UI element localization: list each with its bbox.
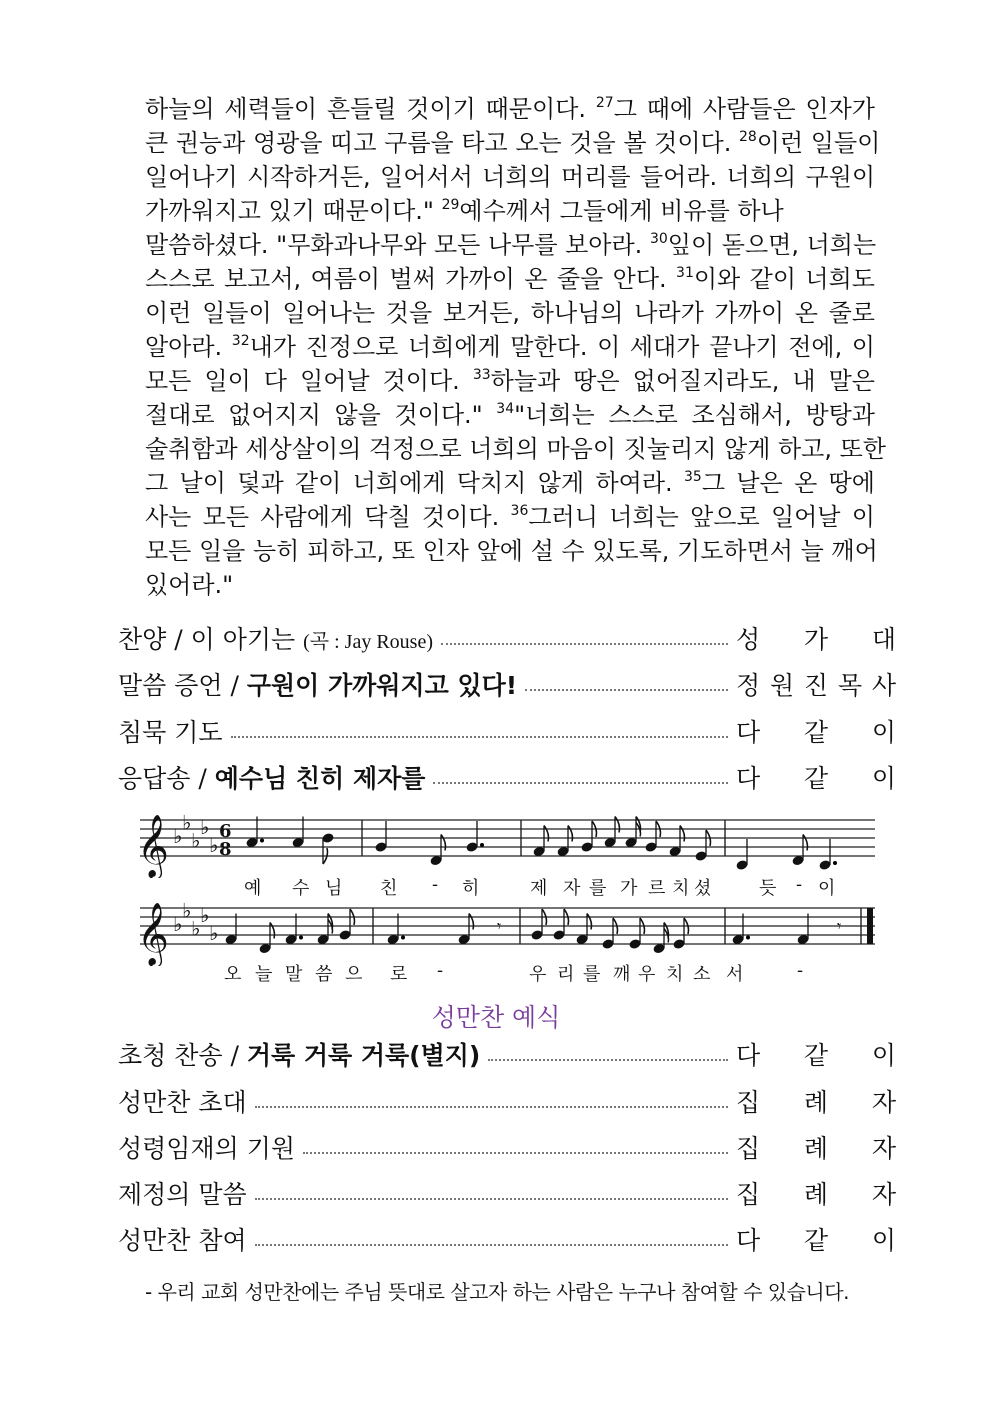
note-dot bbox=[299, 936, 303, 940]
lyric-syllable: 셨 bbox=[694, 878, 712, 899]
scripture-line bbox=[145, 534, 878, 568]
flat-icon: ♭ bbox=[173, 824, 183, 848]
leader-char: 진 bbox=[803, 671, 829, 700]
order-item bbox=[118, 664, 896, 704]
dot-leader bbox=[525, 689, 728, 691]
time-signature-top: 6 bbox=[219, 821, 232, 843]
lyric-syllable: 듯 bbox=[759, 878, 777, 899]
order-item-name: 찬양 / 이 아기는 bbox=[118, 625, 304, 654]
scripture-text: 그 때에 사람들은 인자가 bbox=[613, 95, 875, 123]
order-item bbox=[118, 1127, 896, 1167]
scripture-line bbox=[145, 568, 875, 602]
verse-number: 36 bbox=[510, 503, 529, 519]
scripture-text: 예수께서 그들에게 비유를 하나 bbox=[459, 197, 784, 225]
eighth-rest-icon: 𝄾 bbox=[497, 916, 502, 936]
dot-leader bbox=[231, 736, 728, 738]
leader-char: 집 bbox=[736, 1088, 761, 1117]
order-item-leader bbox=[736, 1175, 896, 1211]
order-item-label bbox=[118, 1036, 480, 1072]
lyric-syllable: - bbox=[432, 874, 439, 895]
note-flag bbox=[803, 835, 808, 851]
lyric-syllable: 우 bbox=[638, 964, 656, 985]
lyric-syllable: 를 bbox=[589, 878, 607, 899]
flat-icon: ♭ bbox=[200, 903, 210, 927]
order-item-leader bbox=[736, 759, 896, 795]
verse-number: 33 bbox=[472, 367, 491, 383]
order-item-leader bbox=[736, 620, 896, 656]
note-dot bbox=[260, 839, 264, 843]
order-item-name: 초청 찬송 / bbox=[118, 1041, 247, 1070]
order-item-label bbox=[118, 713, 223, 749]
order-item-title: 거룩 거룩 거룩(별지) bbox=[246, 1041, 481, 1070]
lyric-syllable: 로 bbox=[390, 964, 408, 985]
lyric-syllable: 서 bbox=[726, 964, 744, 985]
eighth-rest-icon: 𝄾 bbox=[837, 916, 842, 936]
leader-char: 다 bbox=[736, 764, 761, 793]
order-item-leader bbox=[736, 666, 896, 702]
leader-char: 같 bbox=[803, 1226, 829, 1255]
scripture-line bbox=[145, 432, 886, 466]
order-item bbox=[118, 1081, 896, 1121]
order-item bbox=[118, 757, 896, 797]
order-item bbox=[118, 1173, 896, 1213]
leader-char: 사 bbox=[871, 671, 896, 700]
lyric-syllable: 치 bbox=[672, 878, 690, 899]
verse-number: 30 bbox=[649, 231, 668, 247]
lyric-syllable: - bbox=[797, 960, 804, 981]
scripture-text: 사는 모든 사람에게 닥칠 것이다. bbox=[145, 503, 511, 531]
order-item-label bbox=[118, 759, 425, 795]
scripture-line bbox=[145, 296, 875, 330]
leader-char: 같 bbox=[803, 1041, 829, 1070]
scripture-text: 모든 일을 능히 피하고, 또 인자 앞에 설 수 있도록, 기도하면서 늘 깨어 bbox=[145, 537, 878, 565]
order-item-name: 침묵 기도 bbox=[118, 718, 223, 747]
order-item-leader bbox=[736, 1221, 896, 1257]
scripture-text: 가까워지고 있기 때문이다." bbox=[145, 197, 442, 225]
order-item-leader bbox=[736, 1036, 896, 1072]
note-flag bbox=[680, 826, 685, 842]
scripture-text: 술취함과 세상살이의 걱정으로 너희의 마음이 짓눌리지 않게 하고, 또한 bbox=[145, 435, 886, 463]
dot-leader bbox=[303, 1152, 728, 1154]
leader-char: 이 bbox=[871, 1226, 896, 1255]
verse-number: 34 bbox=[496, 401, 515, 417]
lyric-syllable: 자 bbox=[563, 878, 581, 899]
scripture-text: 말씀하셨다. "무화과나무와 모든 나무를 보아라. bbox=[145, 231, 650, 259]
scripture-text: 모든 일이 다 일어날 것이다. bbox=[145, 367, 473, 395]
leader-char: 다 bbox=[736, 1041, 761, 1070]
note-flag bbox=[270, 923, 275, 939]
leader-char: 례 bbox=[803, 1180, 829, 1209]
lyric-syllable: 가 bbox=[620, 878, 638, 899]
leader-char: 정 bbox=[736, 671, 761, 700]
order-item-name: 성령임재의 기원 bbox=[118, 1134, 295, 1163]
note-flag bbox=[587, 914, 592, 930]
lyric-syllable: 오 bbox=[224, 964, 242, 985]
verse-number: 28 bbox=[738, 129, 757, 145]
dot-leader bbox=[255, 1244, 728, 1246]
lyric-syllable: 예 bbox=[244, 878, 262, 899]
order-item-label bbox=[118, 620, 433, 656]
hymn-lyrics-line-2 bbox=[0, 960, 992, 986]
lyric-syllable: 치 bbox=[666, 964, 684, 985]
note-flag bbox=[568, 826, 573, 842]
scripture-text: 있어라." bbox=[145, 571, 234, 599]
scripture-text: 스스로 보고서, 여름이 벌써 가까이 온 줄을 안다. bbox=[145, 265, 677, 293]
lyric-syllable: 씀 bbox=[315, 964, 333, 985]
leader-char: 이 bbox=[871, 718, 896, 747]
leader-char: 다 bbox=[736, 718, 761, 747]
dot-leader bbox=[255, 1106, 728, 1108]
flat-icon: ♭ bbox=[182, 810, 192, 835]
scripture-text: 큰 권능과 영광을 띠고 구름을 타고 오는 것을 볼 것이다. bbox=[145, 129, 739, 157]
order-item-name: 제정의 말씀 bbox=[118, 1180, 247, 1209]
leader-char: 자 bbox=[871, 1134, 896, 1163]
scripture-text: 절대로 없어지지 않을 것이다." bbox=[145, 401, 497, 429]
lyric-syllable: 제 bbox=[530, 878, 548, 899]
scripture-line bbox=[145, 398, 875, 432]
lyric-syllable: 르 bbox=[648, 878, 666, 899]
leader-char: 대 bbox=[871, 625, 896, 654]
note-flag bbox=[544, 826, 549, 842]
note-flag bbox=[469, 914, 474, 930]
dot-leader bbox=[433, 782, 728, 784]
flat-icon: ♭ bbox=[209, 921, 219, 945]
lyric-syllable: 히 bbox=[462, 878, 480, 899]
leader-char: 성 bbox=[736, 625, 761, 654]
note-dot bbox=[401, 936, 405, 940]
note-flag bbox=[441, 835, 446, 851]
leader-char: 다 bbox=[736, 1226, 761, 1255]
flat-icon: ♭ bbox=[209, 833, 219, 857]
flat-icon: ♭ bbox=[200, 815, 210, 839]
leader-char: 원 bbox=[769, 671, 795, 700]
lyric-syllable: 소 bbox=[693, 964, 711, 985]
lyric-syllable: 늘 bbox=[255, 964, 273, 985]
scripture-line bbox=[145, 228, 875, 262]
order-item-name: 성만찬 초대 bbox=[118, 1088, 247, 1117]
order-item-composer: (곡 : Jay Rouse) bbox=[303, 631, 433, 653]
flat-icon: ♭ bbox=[182, 898, 192, 923]
scripture-text: 일어나기 시작하거든, 일어서서 너희의 머리를 들어라. 너희의 구원이 bbox=[145, 163, 875, 191]
scripture-text: 하늘과 땅은 없어질지라도, 내 말은 bbox=[490, 367, 875, 395]
order-item bbox=[118, 1034, 896, 1074]
order-item-label bbox=[118, 1175, 247, 1211]
order-item-name: 말씀 증언 / bbox=[118, 671, 247, 700]
section-heading: 성만찬 예식 bbox=[431, 1003, 561, 1032]
scripture-line bbox=[145, 500, 875, 534]
scripture-text: 알아라. bbox=[145, 333, 232, 361]
order-item bbox=[118, 711, 896, 751]
leader-char: 목 bbox=[837, 671, 863, 700]
scripture-text: 잎이 돋으면, 너희는 bbox=[667, 231, 877, 259]
note-dot bbox=[833, 861, 837, 865]
lyric-syllable: 친 bbox=[380, 878, 398, 899]
order-item-label bbox=[118, 666, 517, 702]
leader-char: 집 bbox=[736, 1134, 761, 1163]
leader-char: 같 bbox=[803, 764, 829, 793]
lyric-syllable: 수 bbox=[292, 878, 310, 899]
lyric-syllable: 우 bbox=[529, 964, 547, 985]
scripture-text: 그러니 너희는 앞으로 일어날 이 bbox=[528, 503, 875, 531]
order-item-name: 응답송 / bbox=[118, 764, 215, 793]
order-item-leader bbox=[736, 1129, 896, 1165]
scripture-line bbox=[145, 92, 875, 126]
hymn-score-line-2 bbox=[135, 896, 880, 966]
order-item-title: 예수님 친히 제자를 bbox=[214, 764, 426, 793]
order-item-label bbox=[118, 1083, 247, 1119]
order-item-label bbox=[118, 1221, 247, 1257]
order-item-label bbox=[118, 1129, 295, 1165]
order-item bbox=[118, 1219, 896, 1259]
leader-char: 집 bbox=[736, 1180, 761, 1209]
treble-clef-icon: 𝄞 bbox=[137, 814, 169, 877]
scripture-text: 내가 진정으로 너희에게 말한다. 이 세대가 끝나기 전에, 이 bbox=[249, 333, 875, 361]
scripture-text: 이와 같이 너희도 bbox=[693, 265, 875, 293]
leader-char: 자 bbox=[871, 1180, 896, 1209]
scripture-text: 이런 일들이 일어나는 것을 보거든, 하나님의 나라가 가까이 온 줄로 bbox=[145, 299, 875, 327]
scripture-text: 하늘의 세력들이 흔들릴 것이기 때문이다. bbox=[145, 95, 596, 123]
scripture-line bbox=[145, 194, 875, 228]
lyric-syllable: 리 bbox=[557, 964, 575, 985]
scripture-line bbox=[145, 126, 881, 160]
leader-char: 이 bbox=[871, 1041, 896, 1070]
scripture-passage bbox=[145, 92, 886, 602]
scripture-text: 그 날이 덫과 같이 너희에게 닥치지 않게 하여라. bbox=[145, 469, 684, 497]
scripture-line bbox=[145, 160, 875, 194]
note-dot bbox=[480, 843, 484, 847]
dot-leader bbox=[488, 1059, 728, 1061]
dot-leader bbox=[255, 1198, 728, 1200]
verse-number: 31 bbox=[676, 265, 694, 281]
lyric-syllable: 이 bbox=[818, 878, 836, 899]
lyric-syllable: 말 bbox=[285, 964, 303, 985]
time-signature-bottom: 8 bbox=[219, 839, 232, 861]
order-item-name: 성만찬 참여 bbox=[118, 1226, 247, 1255]
verse-number: 32 bbox=[231, 333, 250, 349]
verse-number: 29 bbox=[441, 197, 460, 213]
lyric-syllable: 를 bbox=[583, 964, 601, 985]
scripture-text: 그 날은 온 땅에 bbox=[701, 469, 875, 497]
treble-clef-icon: 𝄞 bbox=[137, 902, 169, 965]
lyric-syllable: - bbox=[437, 960, 444, 981]
flat-icon: ♭ bbox=[191, 828, 201, 853]
scripture-text: 이런 일들이 bbox=[756, 129, 881, 157]
order-item bbox=[118, 618, 896, 658]
verse-number: 27 bbox=[595, 95, 614, 111]
note-dot bbox=[746, 936, 750, 940]
lyric-syllable: 으 bbox=[345, 964, 363, 985]
flat-icon: ♭ bbox=[191, 916, 201, 941]
lyric-syllable: - bbox=[796, 874, 803, 895]
leader-char: 이 bbox=[871, 764, 896, 793]
dot-leader bbox=[441, 643, 728, 645]
flat-icon: ♭ bbox=[173, 912, 183, 936]
verse-number: 35 bbox=[683, 469, 702, 485]
leader-char: 례 bbox=[803, 1088, 829, 1117]
scripture-line bbox=[145, 262, 875, 296]
order-item-leader bbox=[736, 1083, 896, 1119]
scripture-line bbox=[145, 466, 875, 500]
lyric-syllable: 깨 bbox=[613, 964, 631, 985]
leader-char: 가 bbox=[803, 625, 829, 654]
order-item-leader bbox=[736, 713, 896, 749]
leader-char: 례 bbox=[803, 1134, 829, 1163]
communion-note: - 우리 교회 성만찬에는 주님 뜻대로 살고자 하는 사람은 누구나 참여할 수 있습니다. bbox=[145, 1280, 849, 1304]
note-flag bbox=[615, 817, 620, 833]
lyric-syllable: 님 bbox=[325, 878, 343, 899]
order-item-title: 구원이 가까워지고 있다! bbox=[246, 671, 518, 700]
leader-char: 자 bbox=[871, 1088, 896, 1117]
scripture-line bbox=[145, 364, 875, 398]
scripture-line bbox=[145, 330, 875, 364]
leader-char: 같 bbox=[803, 718, 829, 747]
hymn-score-line-1 bbox=[135, 808, 880, 878]
scripture-text: "너희는 스스로 조심해서, 방탕과 bbox=[514, 401, 875, 429]
final-barline bbox=[867, 908, 873, 944]
